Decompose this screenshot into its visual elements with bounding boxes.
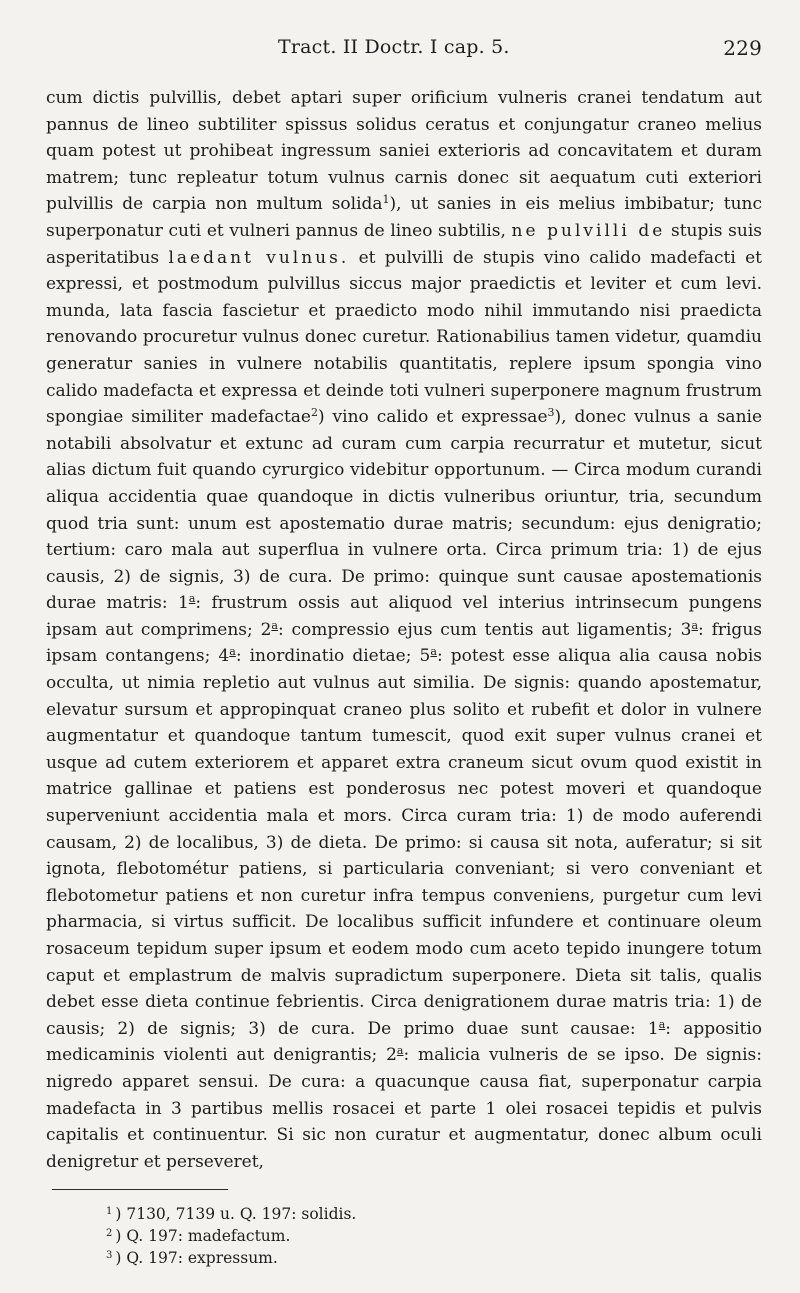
text-run: : appositio medicaminis violenti aut denigrantis; bbox=[46, 1018, 762, 1066]
text-run: : malicia vulneris de se ipso. De signis: nigredo apparet sensui. De cura: a quacunque causa fiat, superponatur carpia madefacta in 3 partibus mellis rosacei et parte 1 olei rosacei tepidis et pulvis capitalis et continuentur. Si sic non curatur et augmentatur, donec album oculi denigretur et perseveret, bbox=[46, 1045, 763, 1172]
text-run: : inordinatio dietae; bbox=[235, 646, 412, 667]
footnote-ref: 2 bbox=[310, 406, 318, 420]
page-number: 229 bbox=[723, 36, 762, 60]
ordinal bbox=[420, 646, 437, 666]
footnotes bbox=[46, 1202, 762, 1268]
ordinal-number: 5 bbox=[419, 646, 431, 667]
text-run: : potest esse aliqua alia causa nobis occulta, ut nimia repletio aut vulnus aut similia. De signis: quando apostematur, elevatur sursum et appropinquat craneo plus solito et rubefit et dolor in vulnere augmentatur et quandoque tantum tumescit, quod exit super vulnus cranei et usque ad cutem exteriorem et apparet extra craneum sicut ovum quod existit in matrice gallinae et patiens est ponderosus nec potest moveri et quandoque superveniunt accidentia mala et mors. Circa curam tria: 1) de modo auferendi causam, 2) de localibus, 3) de dieta. De primo: si causa sit nota, auferatur; si sit ignota, flebotométur patiens, si particularia conveniant; si vero conveniant et flebotometur patiens et non curetur infra tempus conveniens, purgetur cum levi pharmacia, si virtus sufficit. De localibus sufficit infundere et continuare oleum rosaceum tepidum super ipsum et eodem modo cum aceto tepido inungere totum caput et emplastrum de malvis supradictum superponere. Dieta sit talis, qualis debet esse dieta continue febrientis. Circa denigrationem durae matris tria: 1) de causis; 2) de signis; 3) de cura. De primo duae sunt causae: bbox=[46, 646, 763, 1039]
ordinal bbox=[681, 620, 698, 640]
text-run: et pulvilli de stupis vino calido madefacti et expressi, et postmodum pulvillus siccus major praedictis et leviter et cum levi. munda, lata fascia fascietur et praedicto modo nihil immutando nisi praedicta renovando procuretur vulnus donec curetur. Rationabilius tamen videtur, quamdiu generatur sanies in vulnere notabilis quantitatis, replere ipsum spongia vino calido madefacta et expressa et deinde toti vulneri superponere magnum frustrum spongiae similiter madefactae bbox=[46, 247, 762, 428]
footnote-number: 1 bbox=[106, 1206, 113, 1218]
ordinal-number: 4 bbox=[218, 646, 230, 667]
running-title: Tract. II Doctr. I cap. 5. bbox=[278, 36, 510, 58]
spaced-text: ne pulvilli de bbox=[511, 220, 666, 241]
ordinal-mark: a bbox=[658, 1017, 666, 1031]
ordinal-mark: a bbox=[396, 1044, 404, 1058]
footnote-ref: 3 bbox=[547, 406, 555, 420]
text-run: : compressio ejus cum tentis aut ligamentis; bbox=[277, 619, 673, 640]
footnote bbox=[106, 1202, 762, 1224]
footnote-number: 3 bbox=[106, 1250, 113, 1262]
running-header bbox=[46, 34, 762, 64]
ordinal-mark: a bbox=[271, 618, 278, 632]
footnote-text: ) Q. 197: madefactum. bbox=[115, 1227, 291, 1246]
ordinal-number: 2 bbox=[260, 619, 272, 640]
text-run: : frigus ipsam contangens; bbox=[46, 619, 762, 667]
footnote bbox=[106, 1246, 762, 1268]
footnote-number: 2 bbox=[106, 1228, 113, 1240]
ordinal bbox=[386, 1045, 403, 1065]
footnote-text: ) Q. 197: expressum. bbox=[115, 1249, 278, 1268]
text-run: : frustrum ossis aut aliquod vel interius intrinsecum pungens ipsam aut comprimens; bbox=[46, 593, 762, 640]
footnote-ref: 1 bbox=[382, 193, 390, 207]
ordinal-mark: a bbox=[188, 592, 196, 606]
footnote bbox=[106, 1224, 762, 1246]
ordinal bbox=[218, 646, 235, 666]
footnote-divider bbox=[52, 1189, 228, 1190]
text-run: ) vino calido et expressae bbox=[317, 407, 548, 428]
ordinal-number: 3 bbox=[680, 619, 692, 640]
ordinal-number: 2 bbox=[386, 1045, 397, 1066]
ordinal-mark: a bbox=[691, 618, 699, 632]
ordinal bbox=[178, 593, 195, 613]
text-run: ), donec vulnus a sanie notabili absolvatur et extunc ad curam cum carpia recurratur et mutetur, sicut alias dictum fuit quando cyrurgico videbitur opportunum. — Circa modum curandi aliqua accidentia quae quandoque in dictis vulneribus oriuntur, tria, secundum quod tria sunt: unum est apostematio durae matris; secundum: ejus denigratio; tertium: caro mala aut superflua in vulnere orta. Circa primum tria: 1) de ejus causis, 2) de signis, 3) de cura. De primo: quinque sunt causae apostemationis durae matris: bbox=[46, 407, 763, 614]
ordinal-number: 1 bbox=[178, 593, 189, 614]
footnote-text: ) 7130, 7139 u. Q. 197: solidis. bbox=[115, 1205, 357, 1224]
paragraph bbox=[46, 85, 762, 1175]
text-run: cum dictis pulvillis, debet aptari super orificium vulneris cranei tendatum aut pannus de lineo subtiliter spissus solidus ceratus et conjungatur craneo melius quam potest ut prohibeat ingressum saniei exterioris ad concavitatem et duram matrem; tunc repleatur totum vulnus carnis donec sit aequatum cuti exteriori pulvillis de carpia non multum solida bbox=[46, 88, 762, 215]
spaced-text: laedant vulnus. bbox=[168, 247, 350, 268]
ordinal-mark: a bbox=[229, 645, 236, 659]
text-run: ), ut sanies in eis melius imbibatur; tunc superponatur cuti et vulneri pannus de lineo subtilis, bbox=[46, 194, 762, 241]
text-run: stupis suis asperitatibus bbox=[46, 220, 762, 268]
ordinal-mark: a bbox=[430, 645, 437, 659]
ordinal-number: 1 bbox=[647, 1018, 659, 1039]
ordinal bbox=[261, 620, 278, 640]
ordinal bbox=[648, 1019, 665, 1039]
main-text bbox=[46, 85, 762, 1175]
